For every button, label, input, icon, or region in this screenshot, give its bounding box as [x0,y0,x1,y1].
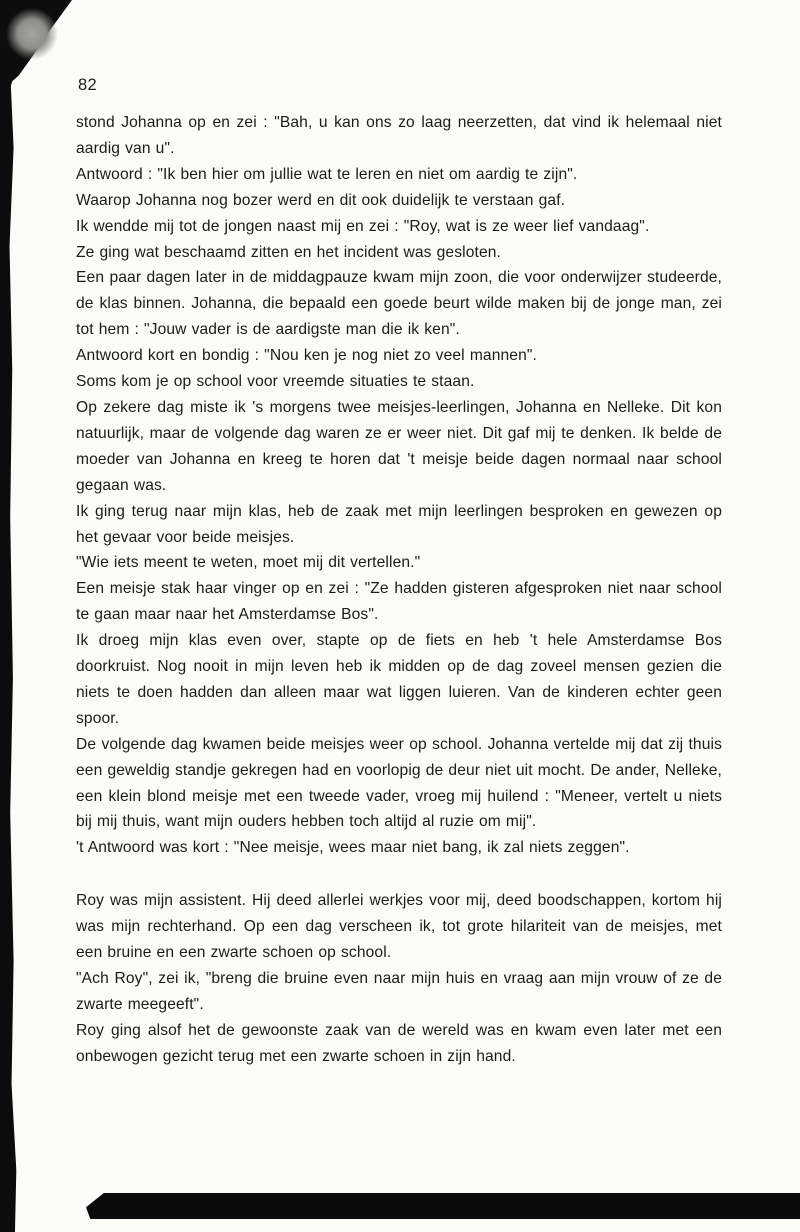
page-number: 82 [78,76,97,94]
scan-artifact-top-left-corner [0,0,72,92]
paragraph-15: 't Antwoord was kort : "Nee meisje, wees maar niet bang, ik zal niets zeggen". [76,839,630,857]
paragraph-18: Roy ging alsof het de gewoonste zaak van de wereld was en kwam even later met een onbewogen gezicht terug met een zwarte schoen in zijn hand. [76,1021,722,1065]
paragraph-6: Een paar dagen later in de middagpauze kwam mijn zoon, die voor onderwijzer studeerde, de klas binnen. Johanna, die bepaald een goede beurt wilde maken bij de jonge man, zei tot hem : "Jouw vader is de aardigste man die ik ken". [76,269,722,339]
paragraph-14: De volgende dag kwamen beide meisjes weer op school. Johanna vertelde mij dat zij thuis een geweldig standje gekregen had en voorlopig de deur niet uit mocht. De ander, Nelleke, een klein blond meisje met een tweede vader, vroeg mij huilend : "Meneer, vertelt u niets bij mij thuis, want mijn ouders hebben toch altijd al ruzie om mij". [76,735,722,831]
paragraph-7: Antwoord kort en bondig : "Nou ken je nog niet zo veel mannen". [76,347,538,365]
paragraph-4: Ik wendde mij tot de jongen naast mij en zei : "Roy, wat is ze weer lief vandaag". [76,217,650,235]
paragraph-3: Waarop Johanna nog bozer werd en dit ook duidelijk te verstaan gaf. [76,191,566,209]
paragraph-9: Op zekere dag miste ik 's morgens twee meisjes-leerlingen, Johanna en Nelleke. Dit kon natuurlijk, maar de volgende dag waren ze er weer niet. Dit gaf mij te denken. Ik belde de moeder van Johanna en kreeg te horen dat 't meisje beide dagen normaal naar school gegaan was. [76,398,722,494]
paragraph-13: Ik droeg mijn klas even over, stapte op de fiets en heb 't hele Amsterdamse Bos doorkruist. Nog nooit in mijn leven heb ik midden op de dag zoveel mensen gezien die niets te doen hadden dan alleen maar wat liggen luieren. Van de kinderen echter geen spoor. [76,632,722,727]
paragraph-10: Ik ging terug naar mijn klas, heb de zaak met mijn leerlingen besproken en gewezen op het gevaar voor beide meisjes. [76,502,722,546]
paragraph-5: Ze ging wat beschaamd zitten en het incident was gesloten. [76,243,501,261]
paragraph-12: Een meisje stak haar vinger op en zei : "Ze hadden gisteren afgesproken niet naar school te gaan maar naar het Amsterdamse Bos". [76,580,722,624]
paragraph-2: Antwoord : "Ik ben hier om jullie wat te leren en niet om aardig te zijn". [76,165,578,183]
paragraph-11: "Wie iets meent te weten, moet mij dit vertellen." [76,554,421,572]
body-text [76,110,722,1070]
paragraph-16: Roy was mijn assistent. Hij deed allerlei werkjes voor mij, deed boodschappen, kortom hij was mijn rechterhand. Op een dag verscheen ik, tot grote hilariteit van de meisjes, met een bruine en een zwarte schoen op school. [76,892,722,962]
scan-artifact-corner-smudge [6,8,58,60]
paragraph-17: "Ach Roy", zei ik, "breng die bruine even naar mijn huis en vraag aan mijn vrouw of ze de zwarte meegeeft". [76,970,722,1013]
paragraph-8: Soms kom je op school voor vreemde situaties te staan. [76,373,475,391]
scan-artifact-left-edge [0,0,34,1232]
paragraph-1: stond Johanna op en zei : "Bah, u kan ons zo laag neerzetten, dat vind ik helemaal niet aardig van u". [76,114,722,157]
scan-artifact-bottom-edge [86,1193,800,1219]
